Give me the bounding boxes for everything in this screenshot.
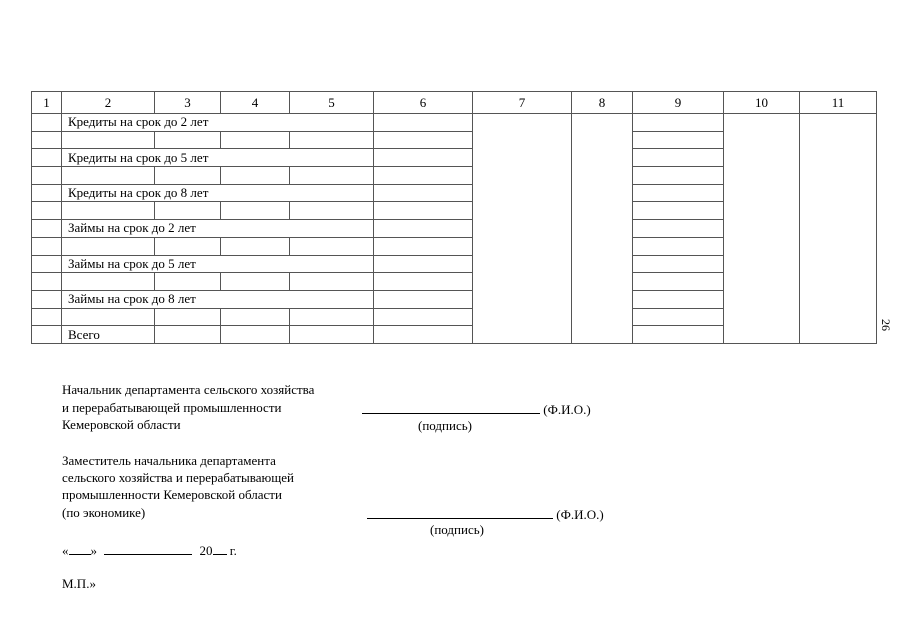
row-label-credits-2y: Кредиты на срок до 2 лет (62, 114, 374, 132)
table-header-row (32, 92, 877, 114)
deputy-title-line-1: Заместитель начальника департамента (62, 453, 276, 468)
date-line (62, 541, 237, 559)
row-label-loans-8y: Займы на срок до 8 лет (62, 290, 374, 308)
date-year-suffix: г. (229, 543, 237, 558)
report-table (31, 91, 877, 344)
date-month-blank (104, 541, 192, 555)
column-header-4: 4 (221, 92, 290, 114)
head-signature-underline (362, 400, 540, 414)
column-header-5: 5 (290, 92, 374, 114)
deputy-signature-caption: (подпись) (430, 522, 484, 537)
date-close-quote: » (90, 543, 97, 558)
deputy-title-line-3: промышленности Кемеровской области (62, 487, 282, 502)
row-label-loans-5y: Займы на срок до 5 лет (62, 255, 374, 273)
merged-cell-col-10 (724, 114, 800, 344)
page-number: 26 (879, 319, 893, 331)
merged-cell-col-11 (800, 114, 877, 344)
column-header-7: 7 (473, 92, 572, 114)
deputy-title-line-4: (по экономике) (62, 505, 146, 520)
column-header-10: 10 (724, 92, 800, 114)
deputy-signature-underline (367, 505, 553, 519)
row-label-credits-8y: Кредиты на срок до 8 лет (62, 184, 374, 202)
column-header-8: 8 (572, 92, 633, 114)
date-open-quote: « (62, 543, 69, 558)
date-year-blank (213, 541, 227, 555)
head-signature-field (362, 400, 591, 418)
merged-cell-col-7 (473, 114, 572, 344)
date-day-blank (69, 541, 91, 555)
deputy-fio-label: (Ф.И.О.) (556, 507, 604, 522)
head-title-line-1: Начальник департамента сельского хозяйства (62, 382, 315, 397)
column-header-9: 9 (633, 92, 724, 114)
column-header-3: 3 (155, 92, 221, 114)
date-year-prefix: 20 (199, 543, 213, 558)
head-title-line-3: Кемеровской области (62, 417, 181, 432)
head-signature-caption: (подпись) (418, 418, 472, 433)
table-row (32, 114, 877, 132)
row-label-loans-2y: Займы на срок до 2 лет (62, 220, 374, 238)
row-label-total: Всего (62, 326, 155, 344)
column-header-1: 1 (32, 92, 62, 114)
column-header-2: 2 (62, 92, 155, 114)
column-header-6: 6 (374, 92, 473, 114)
column-header-11: 11 (800, 92, 877, 114)
merged-cell-col-8 (572, 114, 633, 344)
stamp-label: М.П.» (62, 576, 96, 591)
deputy-title-line-2: сельского хозяйства и перерабатывающей (62, 470, 294, 485)
head-fio-label: (Ф.И.О.) (543, 402, 591, 417)
row-label-credits-5y: Кредиты на срок до 5 лет (62, 149, 374, 167)
deputy-signature-field (367, 505, 604, 523)
head-title-line-2: и перерабатывающей промышленности (62, 400, 282, 415)
